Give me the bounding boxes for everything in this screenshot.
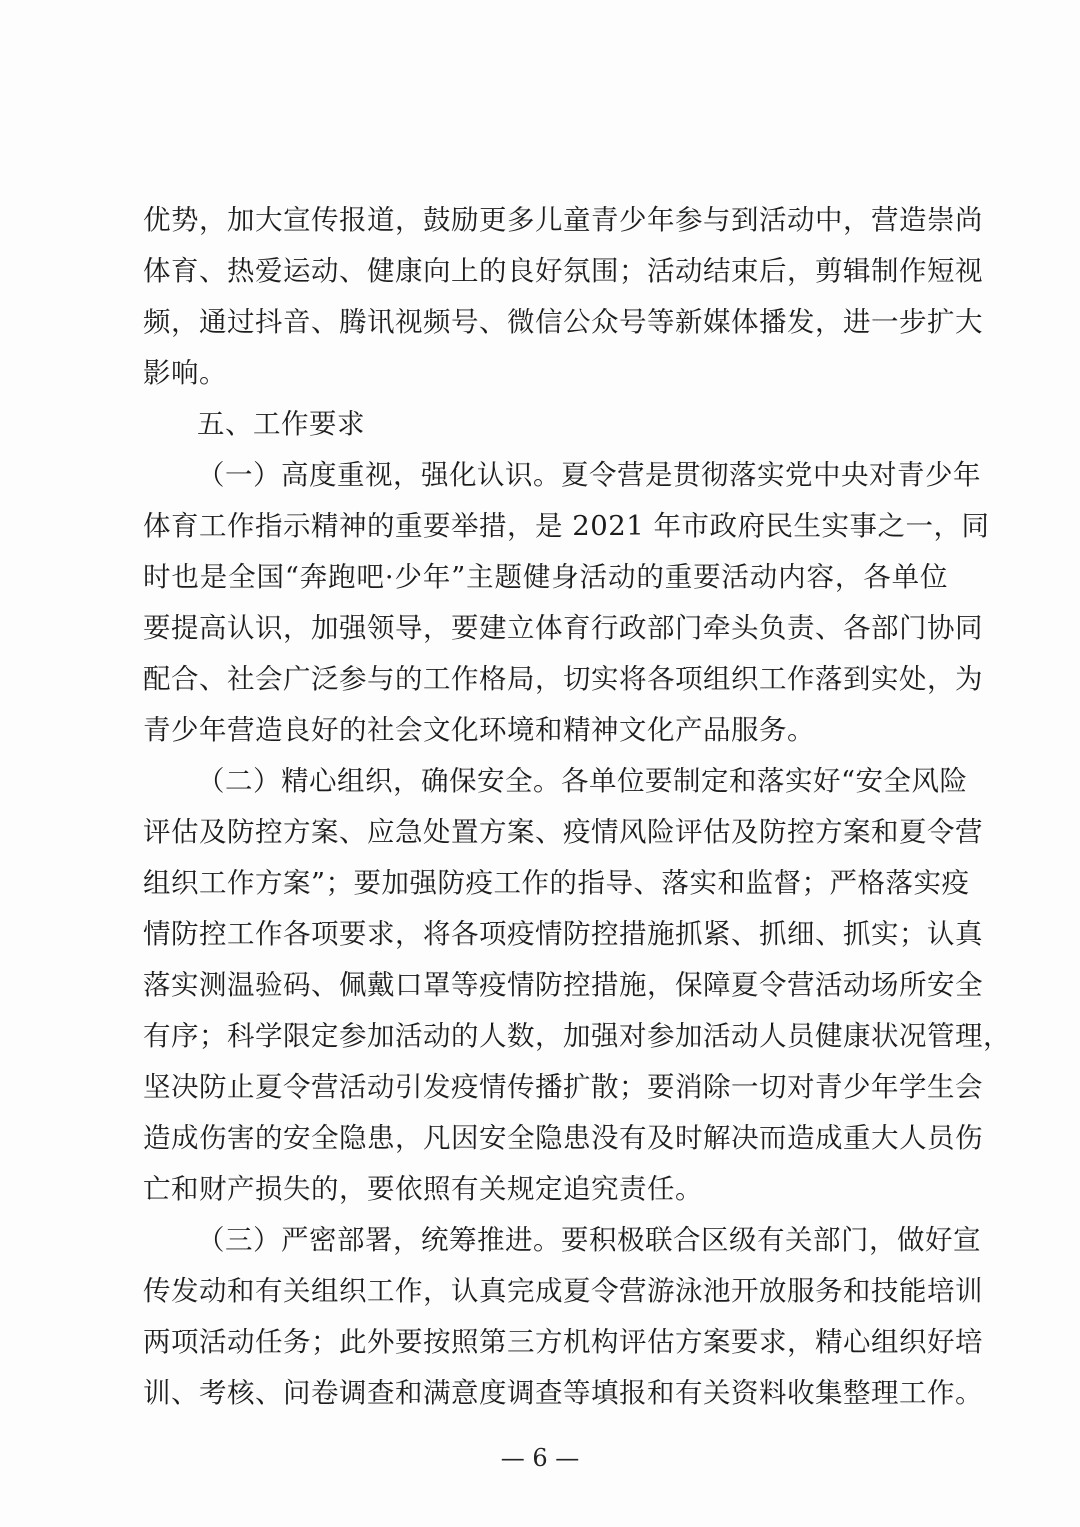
paragraph-2-line: 情防控工作各项要求，将各项疫情防控措施抓紧、抓细、抓实；认真 bbox=[143, 918, 983, 950]
paragraph-2-line: 组织工作方案”；要加强防疫工作的指导、落实和监督；严格落实疫 bbox=[143, 867, 970, 899]
section-heading: 五、工作要求 bbox=[197, 408, 365, 440]
paragraph-1-line: 青少年营造良好的社会文化环境和精神文化产品服务。 bbox=[143, 714, 815, 746]
body-text-line: 优势，加大宣传报道，鼓励更多儿童青少年参与到活动中，营造崇尚 bbox=[143, 204, 983, 236]
paragraph-1-line: 时也是全国“奔跑吧·少年”主题健身活动的重要活动内容，各单位 bbox=[143, 561, 948, 593]
paragraph-3-line: 传发动和有关组织工作，认真完成夏令营游泳池开放服务和技能培训 bbox=[143, 1275, 983, 1307]
body-text-line: 体育、热爱运动、健康向上的良好氛围；活动结束后，剪辑制作短视 bbox=[143, 255, 983, 287]
paragraph-2-line: 亡和财产损失的，要依照有关规定追究责任。 bbox=[143, 1173, 703, 1205]
paragraph-1-line: （一）高度重视，强化认识。夏令营是贯彻落实党中央对青少年 bbox=[197, 459, 981, 491]
paragraph-1-line: 配合、社会广泛参与的工作格局，切实将各项组织工作落到实处，为 bbox=[143, 663, 983, 695]
paragraph-2-line: 落实测温验码、佩戴口罩等疫情防控措施，保障夏令营活动场所安全 bbox=[143, 969, 983, 1001]
paragraph-2-line: 坚决防止夏令营活动引发疫情传播扩散；要消除一切对青少年学生会 bbox=[143, 1071, 983, 1103]
body-text-line: 频，通过抖音、腾讯视频号、微信公众号等新媒体播发，进一步扩大 bbox=[143, 306, 983, 338]
paragraph-2-line: （二）精心组织，确保安全。各单位要制定和落实好“安全风险 bbox=[197, 765, 968, 797]
paragraph-3-line: 两项活动任务；此外要按照第三方机构评估方案要求，精心组织好培 bbox=[143, 1326, 983, 1358]
body-text-line: 影响。 bbox=[143, 357, 227, 389]
paragraph-2-line: 评估及防控方案、应急处置方案、疫情风险评估及防控方案和夏令营 bbox=[143, 816, 983, 848]
paragraph-3-line: （三）严密部署，统筹推进。要积极联合区级有关部门，做好宣 bbox=[197, 1224, 981, 1256]
paragraph-1-line: 要提高认识，加强领导，要建立体育行政部门牵头负责、各部门协同 bbox=[143, 612, 983, 644]
paragraph-2-line: 有序；科学限定参加活动的人数，加强对参加活动人员健康状况管理， bbox=[143, 1020, 1011, 1052]
paragraph-1-line: 体育工作指示精神的重要举措，是 2021 年市政府民生实事之一，同 bbox=[143, 510, 990, 542]
paragraph-3-line: 训、考核、问卷调查和满意度调查等填报和有关资料收集整理工作。 bbox=[143, 1377, 983, 1409]
page-number: — 6 — bbox=[500, 1444, 580, 1472]
paragraph-2-line: 造成伤害的安全隐患，凡因安全隐患没有及时解决而造成重大人员伤 bbox=[143, 1122, 983, 1154]
